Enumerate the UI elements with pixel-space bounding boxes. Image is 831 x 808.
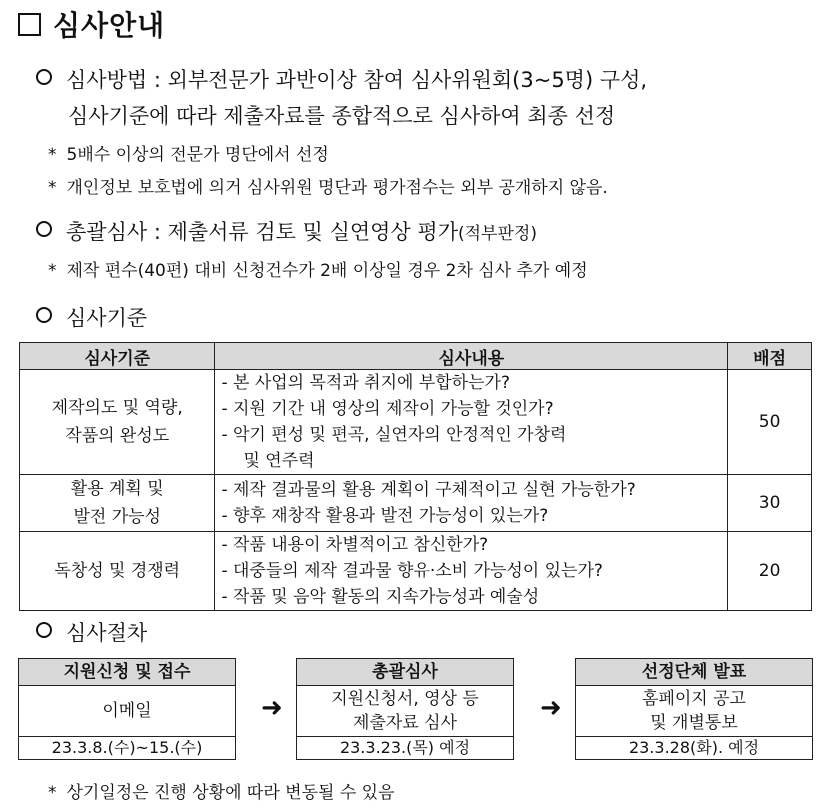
procedure-step-body: 홈페이지 공고 및 개별통보 [576,686,812,737]
criteria-name: 활용 계획 및 발전 가능성 [20,475,215,532]
method-line: 심사방법 : 외부전문가 과반이상 참여 심사위원회(3~5명) 구성, [36,64,647,94]
procedure-step-date: 23.3.23.(목) 예정 [339,738,471,757]
method-line-continued: 심사기준에 따라 제출자료를 종합적으로 심사하여 최종 선정 [68,104,616,128]
asterisk-icon: * [48,783,57,803]
circle-bullet-icon [36,622,52,638]
table-header: 심사내용 [215,343,728,370]
procedure-step-date: 23.3.8.(수)~15.(수) [51,738,203,757]
table-header: 배점 [728,343,812,370]
criteria-score: 50 [728,370,812,475]
procedure-heading: 심사절차 [36,617,147,647]
procedure-step-body: 이메일 [19,686,235,737]
general-review-note: * 제작 편수(40편) 대비 신청건수가 2배 이상일 경우 2차 심사 추가 예정 [48,261,588,281]
arrow-right-icon: ➜ [261,693,283,723]
circle-bullet-icon [36,307,52,323]
criteria-heading: 심사기준 [36,302,147,332]
procedure-step-title: 총괄심사 [297,659,513,686]
procedure-step-title: 선정단체 발표 [576,659,812,686]
checkbox-square-icon [18,13,41,36]
method-note: * 개인정보 보호법에 의거 심사위원 명단과 평가점수는 외부 공개하지 않음. [48,178,608,198]
table-row [20,532,812,611]
procedure-footnote: * 상기일정은 진행 상황에 따라 변동될 수 있음 [48,783,395,803]
procedure-step [575,658,813,760]
criteria-content: - 본 사업의 목적과 취지에 부합하는가? - 지원 기간 내 영상의 제작이 가능할 것인가? - 악기 편성 및 편곡, 실연자의 안정적인 가창력 및 연주력 [215,370,728,475]
procedure-step [296,658,514,760]
table-row [20,475,812,532]
arrow-right-icon: ➜ [540,693,562,723]
procedure-step [18,658,236,760]
criteria-name: 제작의도 및 역량, 작품의 완성도 [20,370,215,475]
asterisk-icon: * [48,261,57,281]
criteria-content: - 제작 결과물의 활용 계획이 구체적이고 실현 가능한가? - 향후 재창작 활용과 발전 가능성이 있는가? [215,475,728,532]
asterisk-icon: * [48,145,57,165]
table-header: 심사기준 [20,343,215,370]
procedure-step-body: 지원신청서, 영상 등 제출자료 심사 [297,686,513,737]
criteria-table [19,342,812,611]
criteria-score: 30 [728,475,812,532]
table-row [20,370,812,475]
criteria-name: 독창성 및 경쟁력 [20,532,215,611]
circle-bullet-icon [36,69,52,85]
asterisk-icon: * [48,178,57,198]
method-note: * 5배수 이상의 전문가 명단에서 선정 [48,145,329,165]
table-header-row [20,343,812,370]
general-review-line: 총괄심사 : 제출서류 검토 및 실연영상 평가(적부판정) [36,216,537,246]
circle-bullet-icon [36,221,52,237]
criteria-score: 20 [728,532,812,611]
procedure-step-title: 지원신청 및 접수 [19,659,235,686]
section-title: 심사안내 [18,4,165,44]
criteria-content: - 작품 내용이 차별적이고 참신한가? - 대중들의 제작 결과물 향유·소비 가능성이 있는가? - 작품 및 음악 활동의 지속가능성과 예술성 [215,532,728,611]
procedure-step-date: 23.3.28(화). 예정 [628,738,760,757]
